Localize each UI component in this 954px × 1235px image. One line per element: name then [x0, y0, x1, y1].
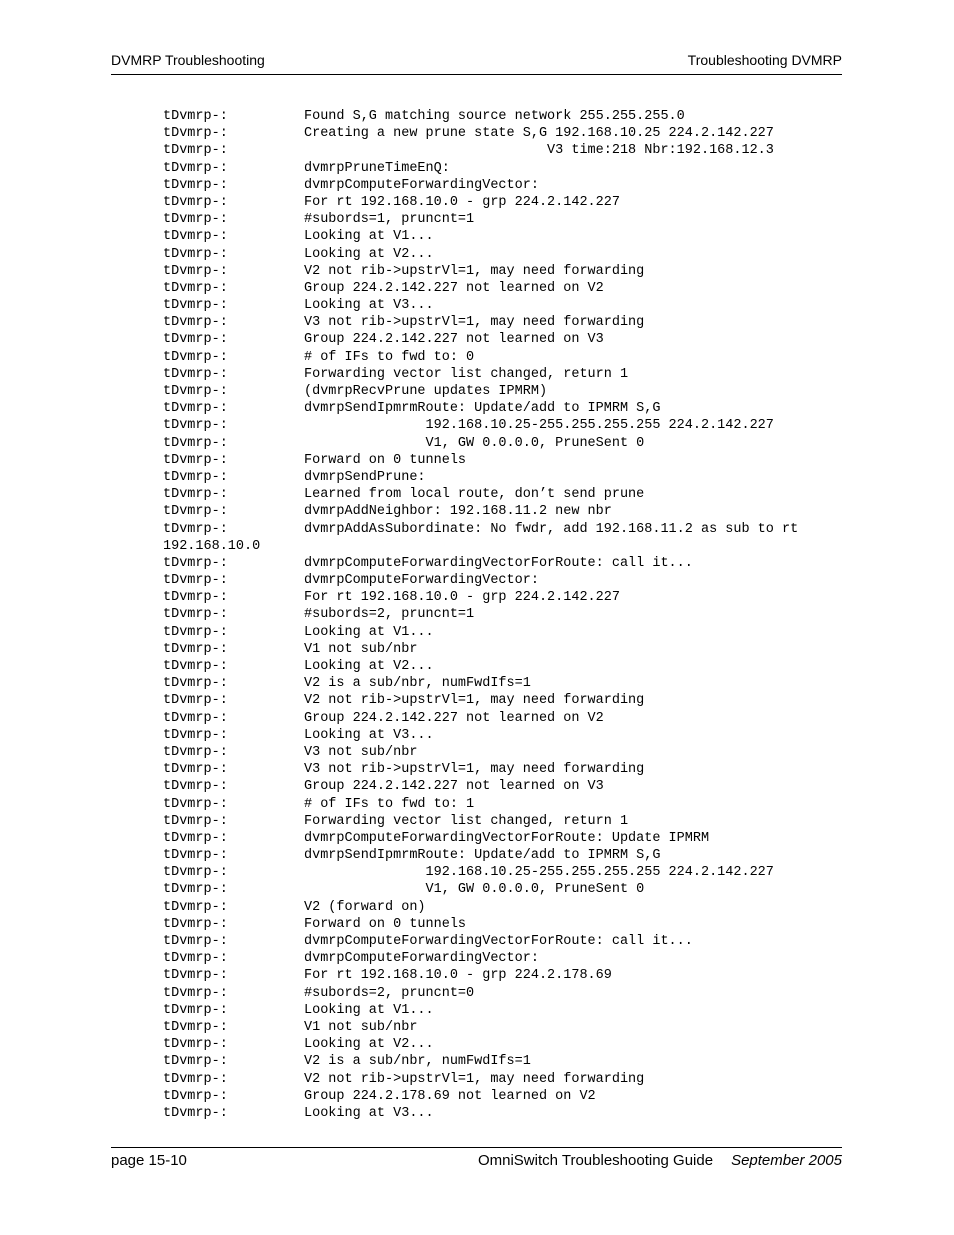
log-line	[163, 572, 853, 589]
log-line-message: Forward on 0 tunnels	[304, 916, 467, 932]
log-line-label: tDvmrp-:	[163, 796, 228, 812]
log-line	[163, 1105, 853, 1122]
log-line	[163, 761, 853, 778]
log-line-message: dvmrpComputeForwardingVectorForRoute: Update IPMRM	[304, 830, 710, 846]
log-line-label: tDvmrp-:	[163, 126, 228, 142]
log-line	[163, 1053, 853, 1070]
log-line	[163, 211, 853, 228]
log-line	[163, 314, 853, 331]
log-line-message: dvmrpSendIpmrmRoute: Update/add to IPMRM S,G	[304, 401, 661, 417]
log-line-message: V1 not sub/nbr	[304, 1019, 418, 1035]
log-line-message: Looking at V3...	[304, 1105, 434, 1121]
log-line-message: Looking at V2...	[304, 246, 434, 262]
log-line-label: tDvmrp-:	[163, 744, 228, 760]
log-line	[163, 1088, 853, 1105]
log-line-label: tDvmrp-:	[163, 830, 228, 846]
log-line	[163, 881, 853, 898]
log-line	[163, 985, 853, 1002]
log-line	[163, 486, 853, 503]
log-line-message: V2 not rib->upstrVl=1, may need forwarding	[304, 693, 645, 709]
log-line-label: tDvmrp-:	[163, 109, 228, 124]
log-line-label: tDvmrp-:	[163, 280, 228, 296]
log-line-message: #subords=1, pruncnt=1	[304, 212, 475, 228]
log-line-label: tDvmrp-:	[163, 1037, 228, 1053]
log-line-label: tDvmrp-:	[163, 641, 228, 657]
log-line-label: tDvmrp-:	[163, 951, 228, 967]
log-line-label: tDvmrp-:	[163, 212, 228, 228]
log-line-label: tDvmrp-:	[163, 1019, 228, 1035]
log-line	[163, 1002, 853, 1019]
log-line	[163, 417, 853, 434]
log-line	[163, 692, 853, 709]
log-line-message: #subords=2, pruncnt=1	[304, 607, 475, 623]
log-line-message: dvmrpPruneTimeEnQ:	[304, 160, 450, 176]
log-line-label: tDvmrp-:	[163, 762, 228, 778]
log-line	[163, 864, 853, 881]
log-line	[163, 435, 853, 452]
log-line	[163, 125, 853, 142]
header-chapter-title: Troubleshooting DVMRP	[687, 52, 842, 68]
log-line	[163, 366, 853, 383]
log-line-label: tDvmrp-:	[163, 298, 228, 314]
log-line	[163, 1036, 853, 1053]
guide-title: OmniSwitch Troubleshooting Guide	[477, 1152, 714, 1169]
log-line-message: Group 224.2.142.227 not learned on V2	[304, 280, 604, 296]
log-line-label: tDvmrp-:	[163, 521, 228, 537]
log-line-label: tDvmrp-:	[163, 143, 228, 159]
log-line	[163, 194, 853, 211]
log-line-message: Group 224.2.178.69 not learned on V2	[304, 1088, 596, 1104]
log-line-message: Looking at V2...	[304, 659, 434, 674]
log-line-message: dvmrpSendIpmrmRoute: Update/add to IPMRM S,G	[304, 848, 661, 864]
log-line-message: #subords=2, pruncnt=0	[304, 985, 475, 1001]
log-line-label: tDvmrp-:	[163, 1002, 228, 1018]
log-line-message: Looking at V1...	[304, 229, 434, 245]
log-line	[163, 744, 853, 761]
log-line-label: tDvmrp-:	[163, 504, 228, 520]
log-line-label: tDvmrp-:	[163, 469, 228, 485]
log-line	[163, 727, 853, 744]
log-line-label: tDvmrp-:	[163, 710, 228, 726]
log-line-label: tDvmrp-:	[163, 177, 228, 193]
log-line	[163, 263, 853, 280]
log-line-message: V2 is a sub/nbr, numFwdIfs=1	[304, 676, 531, 692]
log-line-label: tDvmrp-:	[163, 934, 228, 949]
log-line-message: dvmrpComputeForwardingVector:	[304, 177, 539, 193]
log-line	[163, 796, 853, 813]
log-line-message: Forward on 0 tunnels	[304, 452, 467, 468]
log-line-label: tDvmrp-:	[163, 607, 228, 623]
log-line-label: tDvmrp-:	[163, 349, 228, 365]
log-line-label: tDvmrp-:	[163, 968, 228, 984]
log-line-message: Group 224.2.142.227 not learned on V3	[304, 332, 604, 348]
log-line-message: # of IFs to fwd to: 1	[304, 796, 475, 812]
log-line-label: tDvmrp-:	[163, 366, 228, 382]
log-line-label: tDvmrp-:	[163, 160, 228, 176]
log-line	[163, 589, 853, 606]
log-line	[163, 675, 853, 692]
log-line-label: tDvmrp-:	[163, 1054, 228, 1070]
log-line	[163, 160, 853, 177]
log-line	[163, 710, 853, 727]
log-line-message: V3 not rib->upstrVl=1, may need forwarding	[304, 762, 645, 778]
log-line-message: Forwarding vector list changed, return 1	[304, 366, 629, 382]
log-line	[163, 349, 853, 366]
log-line	[163, 538, 853, 555]
log-line-label: tDvmrp-:	[163, 676, 228, 692]
log-line	[163, 950, 853, 967]
log-line	[163, 933, 853, 950]
log-line-label: tDvmrp-:	[163, 246, 228, 262]
log-line-label: tDvmrp-:	[163, 985, 228, 1001]
log-line-label: tDvmrp-:	[163, 659, 228, 674]
log-line-message: Group 224.2.142.227 not learned on V3	[304, 779, 604, 795]
log-line-message: V2 (forward on)	[304, 899, 426, 915]
log-line	[163, 830, 853, 847]
log-line-message: V2 not rib->upstrVl=1, may need forwarding	[304, 1071, 645, 1087]
log-line-label: tDvmrp-:	[163, 418, 228, 434]
log-line-message: For rt 192.168.10.0 - grp 224.2.142.227	[304, 590, 620, 606]
log-line	[163, 108, 853, 125]
log-line	[163, 1019, 853, 1036]
log-line-label: tDvmrp-:	[163, 865, 228, 881]
log-line-message: # of IFs to fwd to: 0	[304, 349, 475, 365]
log-line-label: 192.168.10.0	[163, 538, 261, 554]
log-line	[163, 503, 853, 520]
log-line-label: tDvmrp-:	[163, 1105, 228, 1121]
debug-log-output	[163, 108, 853, 1122]
log-line-message: Group 224.2.142.227 not learned on V2	[304, 710, 604, 726]
log-line-message: V1 not sub/nbr	[304, 641, 418, 657]
log-line-message: (dvmrpRecvPrune updates IPMRM)	[304, 384, 548, 399]
log-line-label: tDvmrp-:	[163, 813, 228, 829]
publication-date: September 2005	[731, 1152, 842, 1169]
log-line-message: dvmrpSendPrune:	[304, 469, 426, 485]
log-line-message: dvmrpAddNeighbor: 192.168.11.2 new nbr	[304, 504, 612, 520]
log-line-label: tDvmrp-:	[163, 315, 228, 331]
log-line-message: Forwarding vector list changed, return 1	[304, 813, 629, 829]
log-line-label: tDvmrp-:	[163, 573, 228, 589]
log-line-message: V2 is a sub/nbr, numFwdIfs=1	[304, 1054, 531, 1070]
log-line	[163, 452, 853, 469]
log-line	[163, 383, 853, 400]
log-line-label: tDvmrp-:	[163, 1088, 228, 1104]
log-line-label: tDvmrp-:	[163, 779, 228, 795]
log-line-label: tDvmrp-:	[163, 1071, 228, 1087]
log-line-label: tDvmrp-:	[163, 332, 228, 348]
log-line-label: tDvmrp-:	[163, 693, 228, 709]
log-line	[163, 400, 853, 417]
log-line	[163, 899, 853, 916]
log-line	[163, 246, 853, 263]
log-line-label: tDvmrp-:	[163, 916, 228, 932]
log-line	[163, 658, 853, 675]
log-line	[163, 624, 853, 641]
log-line-label: tDvmrp-:	[163, 229, 228, 245]
log-line	[163, 297, 853, 314]
log-line-message: dvmrpAddAsSubordinate: No fwdr, add 192.168.11.2 as sub to rt	[304, 521, 799, 537]
log-line-message: dvmrpComputeForwardingVectorForRoute: call it...	[304, 555, 693, 571]
log-line-message: dvmrpComputeForwardingVectorForRoute: call it...	[304, 934, 693, 949]
footer-guide-info	[478, 1152, 842, 1169]
log-line-label: tDvmrp-:	[163, 435, 228, 451]
log-line	[163, 280, 853, 297]
log-line-message: dvmrpComputeForwardingVector:	[304, 951, 539, 967]
log-line	[163, 847, 853, 864]
log-line-label: tDvmrp-:	[163, 555, 228, 571]
header-section-title: DVMRP Troubleshooting	[111, 52, 265, 68]
log-line-message: Found S,G matching source network 255.255.255.0	[304, 109, 685, 124]
log-line-message: Looking at V2...	[304, 1037, 434, 1053]
log-line-label: tDvmrp-:	[163, 727, 228, 743]
log-line-message: dvmrpComputeForwardingVector:	[304, 573, 539, 589]
log-line	[163, 606, 853, 623]
log-line-label: tDvmrp-:	[163, 401, 228, 417]
log-line-message: Looking at V3...	[304, 298, 434, 314]
log-line	[163, 177, 853, 194]
log-line	[163, 778, 853, 795]
log-line-label: tDvmrp-:	[163, 487, 228, 503]
log-line-label: tDvmrp-:	[163, 624, 228, 640]
log-line-label: tDvmrp-:	[163, 848, 228, 864]
log-line-message: V3 time:218 Nbr:192.168.12.3	[304, 143, 774, 159]
page-number: page 15-10	[111, 1152, 187, 1169]
log-line	[163, 331, 853, 348]
log-line-message: Looking at V1...	[304, 1002, 434, 1018]
log-line	[163, 1071, 853, 1088]
log-line-label: tDvmrp-:	[163, 882, 228, 898]
log-line-message: V1, GW 0.0.0.0, PruneSent 0	[304, 882, 645, 898]
log-line-message: V2 not rib->upstrVl=1, may need forwarding	[304, 263, 645, 279]
log-line-message: 192.168.10.25-255.255.255.255 224.2.142.227	[304, 418, 774, 434]
log-line	[163, 967, 853, 984]
log-line	[163, 813, 853, 830]
log-line-message: Learned from local route, don’t send prune	[304, 487, 645, 503]
log-line-label: tDvmrp-:	[163, 590, 228, 606]
log-line	[163, 521, 853, 538]
log-line-label: tDvmrp-:	[163, 452, 228, 468]
page-footer	[111, 1147, 842, 1178]
log-line-label: tDvmrp-:	[163, 384, 228, 399]
log-line-message: V1, GW 0.0.0.0, PruneSent 0	[304, 435, 645, 451]
log-line-message: Looking at V3...	[304, 727, 434, 743]
log-line-message: V3 not rib->upstrVl=1, may need forwarding	[304, 315, 645, 331]
log-line-message: Looking at V1...	[304, 624, 434, 640]
log-line-label: tDvmrp-:	[163, 263, 228, 279]
log-line-label: tDvmrp-:	[163, 899, 228, 915]
log-line-message: Creating a new prune state S,G 192.168.10.25 224.2.142.227	[304, 126, 774, 142]
log-line-message: For rt 192.168.10.0 - grp 224.2.178.69	[304, 968, 612, 984]
log-line-message: V3 not sub/nbr	[304, 744, 418, 760]
log-line	[163, 228, 853, 245]
log-line	[163, 641, 853, 658]
log-line-label: tDvmrp-:	[163, 194, 228, 210]
page-header	[111, 50, 842, 75]
log-line	[163, 555, 853, 572]
log-line-message: For rt 192.168.10.0 - grp 224.2.142.227	[304, 194, 620, 210]
log-line	[163, 469, 853, 486]
log-line-message: 192.168.10.25-255.255.255.255 224.2.142.227	[304, 865, 774, 881]
log-line	[163, 142, 853, 159]
log-line	[163, 916, 853, 933]
